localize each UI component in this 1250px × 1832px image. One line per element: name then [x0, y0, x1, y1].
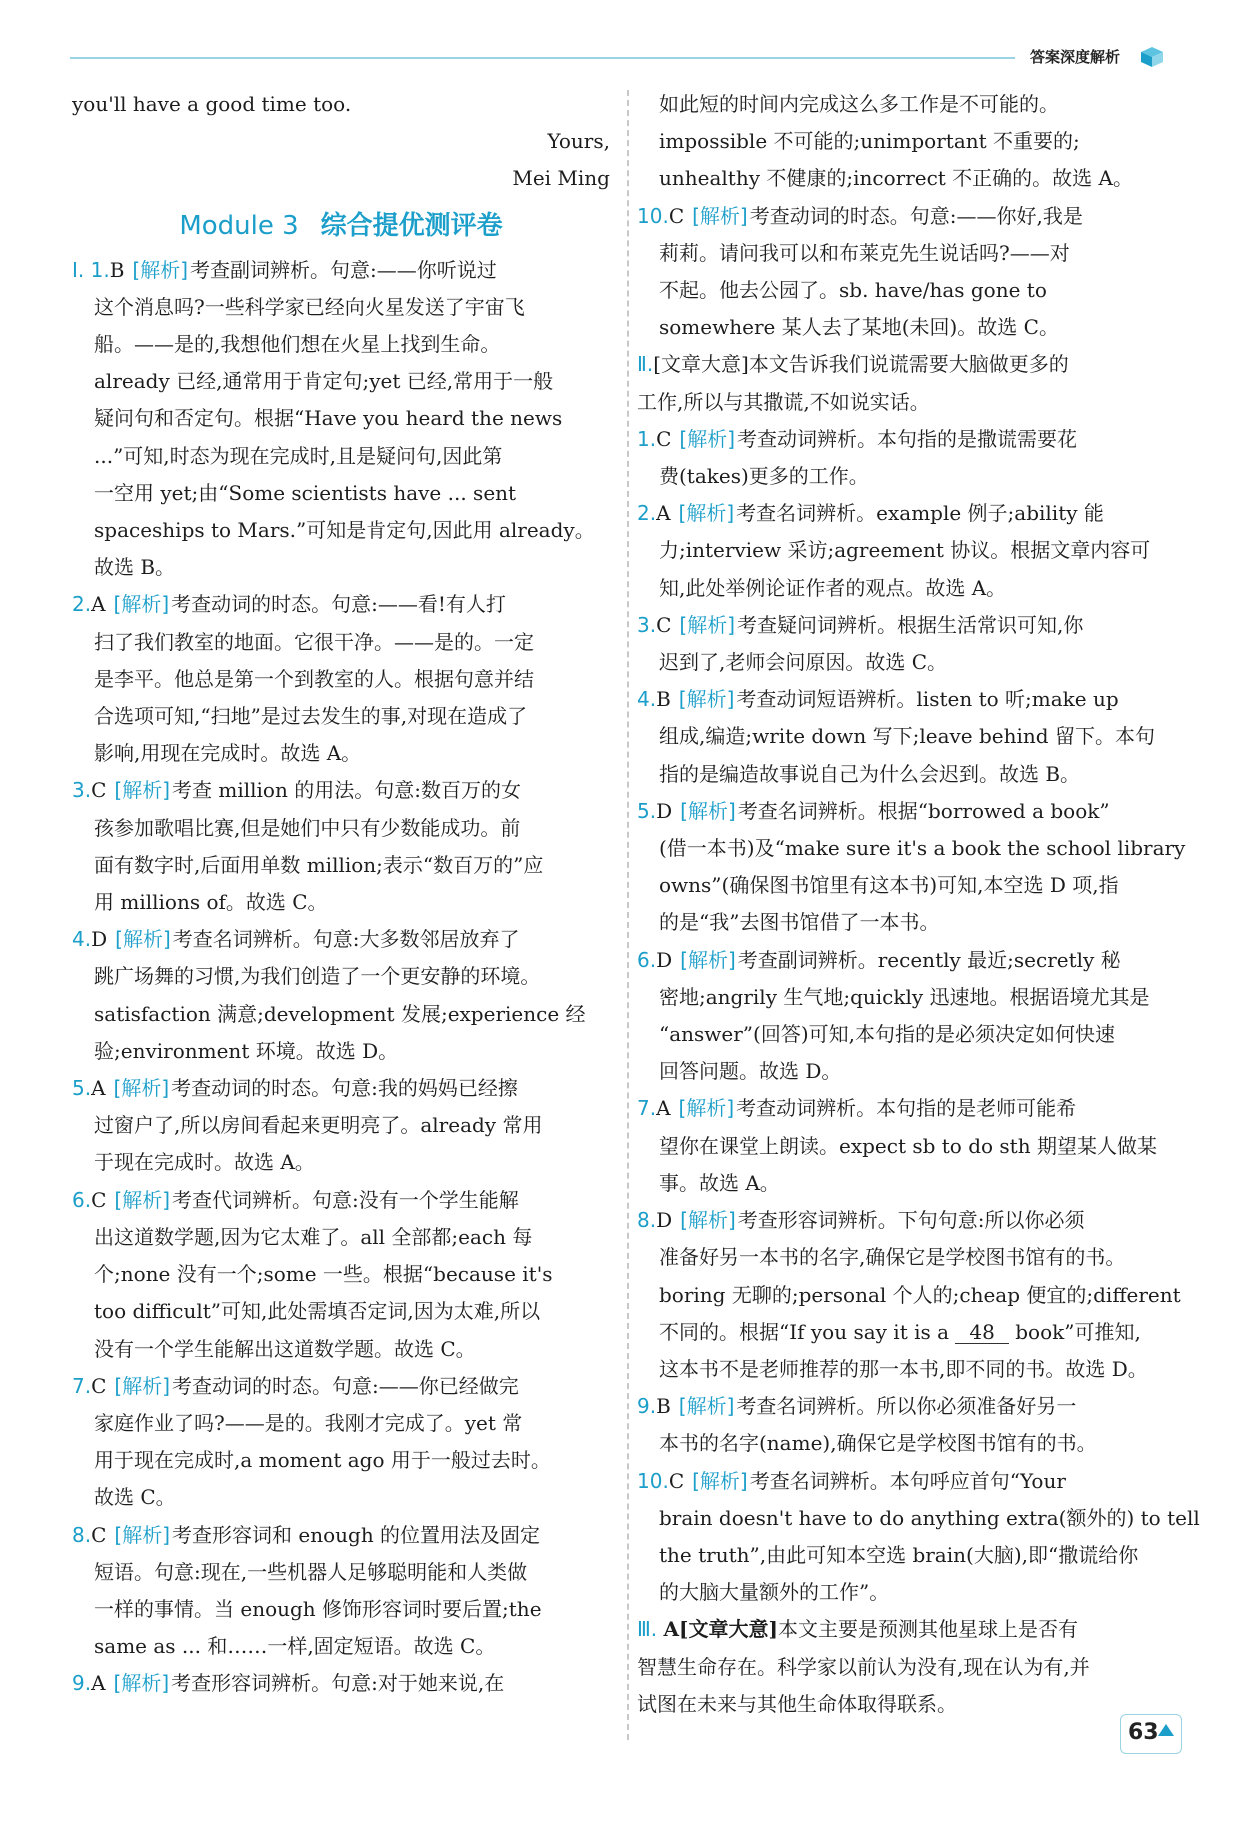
- analysis-tag: [解析]: [680, 1208, 736, 1233]
- answer-line: 孩参加歌唱比赛,但是她们中只有少数能成功。前: [94, 815, 521, 840]
- analysis-text: book”可推知,: [1015, 1319, 1141, 1344]
- answer-line: 莉莉。请问我可以和布莱克先生说话吗?——对: [659, 240, 1070, 265]
- item-answer: C: [656, 612, 672, 637]
- analysis-tag: [解析]: [113, 592, 170, 617]
- answer-line: [72, 1665, 610, 1702]
- answer-line: spaceships to Mars.”可知是肯定句,因此用 already。: [94, 518, 595, 543]
- answer-line: 组成,编造;write down 写下;leave behind 留下。本句: [659, 724, 1155, 749]
- analysis-text: 考查名词辨析。example 例子;ability 能: [736, 501, 1104, 526]
- answer-line: [637, 1314, 1175, 1351]
- section-3-summary: [637, 1611, 1175, 1723]
- summary-tag: [文章大意]: [679, 1617, 778, 1642]
- answer-item: [637, 1090, 1175, 1202]
- answer-line: 个;none 没有一个;some 一些。根据“because it's: [94, 1262, 553, 1287]
- analysis-tag: [解析]: [680, 798, 736, 823]
- analysis-tag: [解析]: [679, 426, 736, 451]
- item-answer: B: [656, 1394, 671, 1419]
- letter-closing: Yours,: [547, 129, 610, 154]
- summary-text: 本文告诉我们说谎需要大脑做更多的: [748, 352, 1069, 377]
- answer-line: 面有数字时,后面用单数 million;表示“数百万的”应: [94, 852, 544, 877]
- letter-signature: Mei Ming: [512, 166, 610, 191]
- answer-line: 用于现在完成时,a moment ago 用于一般过去时。: [94, 1448, 551, 1473]
- answer-line: already 已经,通常用于肯定句;yet 已经,常用于一般: [94, 369, 554, 394]
- answer-line: [637, 495, 1175, 532]
- item-answer: A: [91, 1076, 106, 1101]
- analysis-tag: [解析]: [113, 1076, 170, 1101]
- continued-line: impossible 不可能的;unimportant 不重要的;: [659, 129, 1080, 154]
- answer-line: [72, 772, 610, 809]
- analysis-text: 考查疑问词辨析。根据生活常识可知,你: [737, 612, 1084, 637]
- answer-item: [72, 252, 610, 587]
- answer-item: [72, 586, 610, 772]
- item-number: 7.: [72, 1373, 92, 1398]
- answer-item: [72, 921, 610, 1070]
- answer-line: [637, 681, 1175, 718]
- answer-line: ...”可知,时态为现在完成时,且是疑问句,因此第: [94, 443, 503, 468]
- answer-line: owns”(确保图书馆里有这本书)可知,本空选 D 项,指: [659, 873, 1119, 898]
- letter-line: you'll have a good time too.: [72, 92, 352, 116]
- answer-line: boring 无聊的;personal 个人的;cheap 便宜的;different: [659, 1282, 1181, 1307]
- page-number: 63: [1128, 1720, 1159, 1745]
- item-number: 10.: [637, 1468, 669, 1493]
- analysis-tag: [解析]: [680, 947, 736, 972]
- item-number: 10.: [637, 203, 669, 228]
- summary-text: 试图在未来与其他生命体取得联系。: [637, 1691, 957, 1716]
- analysis-tag: [解析]: [115, 927, 171, 952]
- answer-line: 扫了我们教室的地面。它很干净。——是的。一定: [94, 629, 534, 654]
- answer-line: 不起。他去公园了。sb. have/has gone to: [659, 278, 1047, 303]
- summary-text: 智慧生命存在。科学家以前认为没有,现在认为有,并: [637, 1654, 1090, 1679]
- answer-line: 于现在完成时。故选 A。: [94, 1150, 315, 1175]
- analysis-text: 考查名词辨析。所以你必须准备好另一: [736, 1394, 1077, 1419]
- answer-line: [637, 1388, 1175, 1425]
- item-answer: A: [91, 1671, 106, 1696]
- answer-line: 验;environment 环境。故选 D。: [94, 1038, 399, 1063]
- item-answer: C: [656, 426, 672, 451]
- item-answer: A: [656, 1096, 671, 1121]
- answer-line: [637, 1202, 1175, 1239]
- analysis-tag: [解析]: [114, 1187, 171, 1212]
- header-title: 答案深度解析: [1030, 48, 1121, 66]
- analysis-text: 考查动词的时态。句意:——你已经做完: [172, 1373, 519, 1398]
- continued-line: unhealthy 不健康的;incorrect 不正确的。故选 A。: [659, 166, 1133, 191]
- item-number: 4.: [72, 927, 92, 952]
- answer-line: too difficult”可知,此处需填否定词,因为太难,所以: [94, 1299, 541, 1324]
- analysis-text: 考查代词辨析。句意:没有一个学生能解: [172, 1187, 519, 1212]
- answer-line: 出这道数学题,因为它太难了。all 全部都;each 每: [94, 1224, 533, 1249]
- answer-line: 短语。句意:现在,一些机器人足够聪明能和人类做: [94, 1559, 528, 1584]
- answer-line: 是李平。他总是第一个到教室的人。根据句意并结: [94, 666, 534, 691]
- analysis-text: 考查副词辨析。recently 最近;secretly 秘: [737, 947, 1121, 972]
- answer-line: 事。故选 A。: [659, 1170, 780, 1195]
- answer-line: [637, 1463, 1175, 1500]
- answer-item-10: [637, 198, 1175, 347]
- answer-item: [72, 1517, 610, 1666]
- analysis-tag: [解析]: [678, 1096, 735, 1121]
- answer-line: the truth”,由此可知本空选 brain(大脑),即“撒谎给你: [659, 1542, 1139, 1567]
- answer-item: [72, 1665, 610, 1702]
- answer-line: [637, 421, 1175, 458]
- module-title-cn: 综合提优测评卷: [320, 210, 503, 241]
- answer-line: [637, 198, 1175, 235]
- answer-line: 准备好另一本书的名字,确保它是学校图书馆有的书。: [659, 1245, 1126, 1270]
- answer-line: [72, 921, 610, 958]
- answer-line: 影响,用现在完成时。故选 A。: [94, 741, 362, 766]
- item-number: 8.: [637, 1208, 657, 1233]
- item-number: 6.: [72, 1187, 92, 1212]
- analysis-text: 考查名词辨析。本句呼应首句“Your: [749, 1468, 1066, 1493]
- analysis-tag: [解析]: [678, 687, 735, 712]
- answer-line: [637, 793, 1175, 830]
- answer-line: [72, 252, 610, 289]
- summary-text: 工作,所以与其撒谎,不如说实话。: [637, 389, 930, 414]
- item-answer: A: [91, 592, 106, 617]
- item-number: 4.: [637, 687, 657, 712]
- item-answer: C: [91, 1187, 107, 1212]
- answer-line: 望你在课堂上朗读。expect sb to do sth 期望某人做某: [659, 1133, 1157, 1158]
- section-2-summary: [637, 346, 1175, 420]
- answer-line: same as ... 和……一样,固定短语。故选 C。: [94, 1634, 496, 1659]
- analysis-tag: [解析]: [114, 1522, 171, 1547]
- analysis-text: 考查形容词辨析。下句句意:所以你必须: [737, 1208, 1085, 1233]
- answer-line: 合选项可知,“扫地”是过去发生的事,对现在造成了: [94, 704, 528, 729]
- analysis-text: 考查动词辨析。本句指的是撒谎需要花: [737, 426, 1078, 451]
- item-answer: B: [109, 257, 125, 282]
- analysis-text: 考查形容词和 enough 的位置用法及固定: [172, 1522, 541, 1547]
- analysis-tag: [解析]: [114, 778, 171, 803]
- header-rule: [70, 57, 1015, 59]
- answer-line: 跳广场舞的习惯,为我们创造了一个更安静的环境。: [94, 964, 541, 989]
- analysis-text: 考查名词辨析。句意:大多数邻居放弃了: [172, 927, 520, 952]
- answer-line: 过窗户了,所以房间看起来更明亮了。already 常用: [94, 1113, 543, 1138]
- answer-line: 密地;angrily 生气地;quickly 迅速地。根据语境尤其是: [659, 984, 1150, 1009]
- analysis-tag: [解析]: [679, 612, 736, 637]
- answer-item: [637, 198, 1175, 347]
- item-number: 9.: [72, 1671, 92, 1696]
- item-number: 7.: [637, 1096, 657, 1121]
- item-answer: D: [656, 947, 673, 972]
- answer-line: [72, 1182, 610, 1219]
- answer-line: 费(takes)更多的工作。: [659, 464, 869, 489]
- answer-item: [72, 1368, 610, 1517]
- answer-line: somewhere 某人去了某地(未回)。故选 C。: [659, 315, 1059, 340]
- answer-line: 这个消息吗?一些科学家已经向火星发送了宇宙飞: [94, 294, 525, 319]
- answer-item: [637, 1388, 1175, 1462]
- answer-item: [637, 681, 1175, 793]
- answer-line: (借一本书)及“make sure it's a book the school library: [659, 836, 1186, 861]
- answer-line: 回答问题。故选 D。: [659, 1059, 842, 1084]
- item-number: 3.: [637, 612, 657, 637]
- answer-line: 本书的名字(name),确保它是学校图书馆有的书。: [659, 1431, 1097, 1456]
- item-answer: C: [668, 203, 685, 228]
- answer-line: 用 millions of。故选 C。: [94, 890, 328, 915]
- section-number: Ⅲ.: [637, 1617, 658, 1642]
- page-arrow-icon: [1158, 1724, 1174, 1736]
- analysis-text: 考查动词的时态。句意:我的妈妈已经擦: [171, 1076, 518, 1101]
- answer-item: [637, 607, 1175, 681]
- answer-line: 一样的事情。当 enough 修饰形容词时要后置;the: [94, 1596, 542, 1621]
- answer-line: 故选 C。: [94, 1485, 176, 1510]
- answer-item: [637, 1202, 1181, 1388]
- book-cube-icon: [1140, 46, 1164, 68]
- answer-item: [72, 772, 610, 921]
- item-answer: D: [656, 1208, 673, 1233]
- analysis-text: 考查形容词辨析。句意:对于她来说,在: [171, 1671, 505, 1696]
- passage-letter: A: [663, 1617, 680, 1642]
- analysis-text: 考查动词短语辨析。listen to 听;make up: [736, 687, 1119, 712]
- left-answer-list: [72, 252, 610, 1703]
- analysis-text: 考查动词的时态。句意:——看!有人打: [171, 592, 506, 617]
- right-column: [637, 86, 1200, 1723]
- summary-tag: [文章大意]: [653, 352, 749, 377]
- analysis-tag: [解析]: [113, 1671, 170, 1696]
- item-number: 2.: [72, 592, 92, 617]
- item-number: 3.: [72, 778, 92, 803]
- answer-line: 船。——是的,我想他们想在火星上找到生命。: [94, 332, 501, 357]
- item-answer: D: [656, 798, 673, 823]
- answer-line: 疑问句和否定句。根据“Have you heard the news: [94, 406, 563, 431]
- analysis-text: 不同的。根据“If you say it is a: [659, 1319, 950, 1344]
- answer-line: “answer”(回答)可知,本句指的是必须决定如何快速: [659, 1022, 1115, 1047]
- answer-line: 故选 B。: [94, 555, 176, 580]
- summary-text: 本文主要是预测其他星球上是否有: [777, 1617, 1078, 1642]
- analysis-text: 考查名词辨析。根据“borrowed a book”: [737, 798, 1110, 823]
- answer-line: 没有一个学生能解出这道数学题。故选 C。: [94, 1336, 476, 1361]
- answer-line: 知,此处举例论证作者的观点。故选 A。: [659, 575, 1007, 600]
- answer-line: [637, 607, 1175, 644]
- item-number: 2.: [637, 501, 657, 526]
- item-answer: B: [656, 687, 671, 712]
- answer-line: [72, 586, 610, 623]
- item-answer: C: [91, 1373, 107, 1398]
- item-number: 9.: [637, 1394, 657, 1419]
- answer-line: brain doesn't have to do anything extra(额外的) to tell: [659, 1505, 1200, 1530]
- right-answer-list: [637, 421, 1200, 1612]
- answer-item: [637, 793, 1186, 942]
- answer-item: [637, 1463, 1200, 1612]
- answer-line: [72, 1368, 610, 1405]
- answer-line: 迟到了,老师会问原因。故选 C。: [659, 650, 948, 675]
- answer-line: [72, 1517, 610, 1554]
- item-answer: C: [668, 1468, 685, 1493]
- analysis-text: 考查动词辨析。本句指的是老师可能希: [736, 1096, 1077, 1121]
- item-number: 8.: [72, 1522, 92, 1547]
- answer-line: 这本书不是老师推荐的那一本书,即不同的书。故选 D。: [659, 1356, 1148, 1381]
- item-answer: A: [656, 501, 671, 526]
- answer-item: [72, 1182, 610, 1368]
- module-title: [72, 202, 610, 250]
- answer-line: 一空用 yet;由“Some scientists have ... sent: [94, 480, 517, 505]
- analysis-tag: [解析]: [114, 1373, 171, 1398]
- answer-line: 的是“我”去图书馆借了一本书。: [659, 910, 940, 935]
- item-number: 5.: [637, 798, 657, 823]
- column-divider: [627, 90, 629, 1740]
- answer-line: 指的是编造故事说自己为什么会迟到。故选 B。: [659, 761, 1081, 786]
- answer-line: 家庭作业了吗?——是的。我刚才完成了。yet 常: [94, 1410, 523, 1435]
- analysis-text: 考查 million 的用法。句意:数百万的女: [172, 778, 521, 803]
- analysis-tag: [解析]: [132, 257, 189, 282]
- answer-item: [637, 495, 1175, 607]
- answer-line: [72, 1070, 610, 1107]
- answer-line: 力;interview 采访;agreement 协议。根据文章内容可: [659, 538, 1151, 563]
- item-number: 5.: [72, 1076, 92, 1101]
- analysis-text: 考查动词的时态。句意:——你好,我是: [749, 203, 1083, 228]
- answer-item: [637, 421, 1175, 495]
- answer-line: [637, 1090, 1175, 1127]
- answer-line: satisfaction 满意;development 发展;experience 经: [94, 1001, 586, 1026]
- answer-item: [637, 942, 1175, 1091]
- item-number: Ⅰ. 1.: [72, 257, 110, 282]
- blank-number: 48: [955, 1321, 1008, 1344]
- item-answer: C: [91, 778, 107, 803]
- item-number: 6.: [637, 947, 657, 972]
- section-number: Ⅱ.: [637, 352, 654, 377]
- left-column: [72, 86, 610, 1703]
- analysis-tag: [解析]: [692, 203, 748, 228]
- analysis-tag: [解析]: [692, 1468, 748, 1493]
- answer-line: 的大脑大量额外的工作”。: [659, 1580, 890, 1605]
- analysis-tag: [解析]: [678, 1394, 735, 1419]
- module-title-en: Module 3: [179, 210, 299, 241]
- answer-line: [637, 942, 1175, 979]
- answer-item: [72, 1070, 610, 1182]
- page-header: [0, 0, 1250, 80]
- item-answer: C: [91, 1522, 107, 1547]
- item-answer: D: [91, 927, 108, 952]
- item-number: 1.: [637, 426, 657, 451]
- continued-line: 如此短的时间内完成这么多工作是不可能的。: [659, 92, 1059, 116]
- analysis-text: 考查副词辨析。句意:——你听说过: [190, 257, 497, 282]
- analysis-tag: [解析]: [678, 501, 735, 526]
